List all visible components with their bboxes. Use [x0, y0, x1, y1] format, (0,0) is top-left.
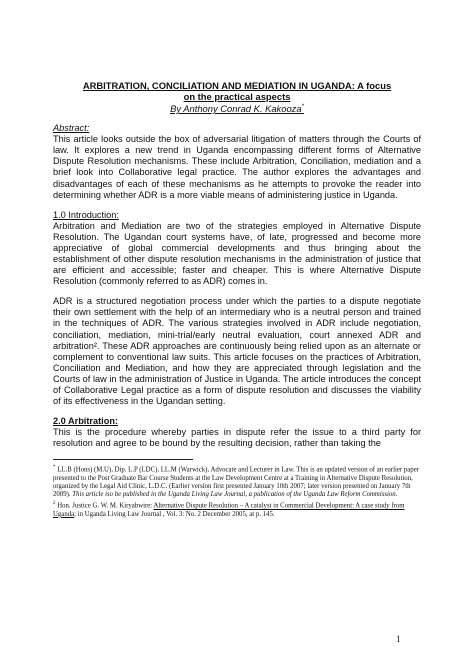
footnote-2-source: ; in Uganda Living Law Journal , Vol. 3: No. 2 December 2005, at p. 145. [74, 510, 275, 518]
abstract-heading: Abstract: [53, 123, 90, 134]
footnotes [53, 464, 421, 519]
page-number: 1 [396, 634, 401, 644]
footnote-2 [53, 500, 421, 519]
footnote-1 [53, 464, 421, 499]
footnote-2-marker: 2 [53, 501, 56, 507]
footnote-2-cited-title: Alternative Dispute Resolution – A catalyst in Commercial Development: A case study from Uganda [53, 502, 405, 518]
arbitration-section [53, 416, 421, 449]
author-byline [53, 102, 421, 114]
arbitration-heading: 2.0 Arbitration: [53, 416, 118, 427]
page-content [53, 80, 421, 520]
author-footnote-marker: * [301, 104, 304, 110]
introduction-heading: 1.0 Introduction: [53, 209, 119, 220]
abstract-section [53, 123, 421, 201]
adr-section [53, 296, 421, 407]
footnote-separator [53, 459, 193, 460]
introduction-text: Arbitration and Mediation are two of the strategies employed in Alternative Dispute Resolution. The Ugandan court systems have, of late, progressed and become more appreciative of global commercial developments and thus bringing about the establishment of other dispute resolution mechanisms in the administration of justice that are efficient and accessible; faster and cheaper. This is where Alternative Dispute Resolution (commonly referred to as ADR) comes in. [53, 220, 421, 287]
adr-paragraph: ADR is a structured negotiation process under which the parties to a dispute negotiate their own settlement with the help of an intermediary who is a neutral person and trained in the techniques of ADR. The various strategies involved in ADR include negotiation, conciliation, mediation, mini-trial/early neutral evaluation, court annexed ADR and arbitration². These ADR approaches are continuously being relied upon as an alternate or complement to conventional law suits. This article focuses on the practices of Arbitration, Conciliation and Mediation, and how they are appreciated through legislation and the Courts of law in the administration of Justice in Uganda. The article introduces the concept of Collaborative Legal practice as a form of dispute resolution and discusses the viability of its effectiveness in the Ugandan setting. [53, 296, 421, 407]
arbitration-text: This is the procedure whereby parties in dispute refer the issue to a third party for resolution and agree to be bound by the resulting decision, rather than taking the [53, 427, 421, 449]
footnote-1-text: LL.B (Hons) (M.U), Dip. L.P (LDC), LL.M (Warwick), Advocate and Lecturer in Law. This is an updated version of an earlier paper presented to the Post Graduate Bar Course Students at the Law Development Centre at a Training in Alternative Dispute Resolution, organized by the Legal Aid Clinic, L.D.C. (Earlier version first presented January 10th 2007; later version presented on January 7th 2009). [53, 466, 419, 499]
article-title-line-2: on the practical aspects [183, 91, 291, 102]
footnote-1-italic-note: This article iso be published in the Uganda Living Law Journal, a publication of the Uganda Law Reform Commission. [72, 491, 398, 499]
article-title-line-1: ARBITRATION, CONCILIATION AND MEDIATION IN UGANDA: A focus [82, 80, 392, 91]
introduction-section [53, 210, 421, 288]
author-name: By Anthony Conrad K. Kakooza [170, 103, 302, 115]
footnote-1-marker: * [53, 465, 56, 471]
footnote-2-author: Hon. Justice G. W. M. Kiryabwire: [57, 502, 153, 510]
abstract-text: This article looks outside the box of adversarial litigation of matters through the Courts of law. It explores a new trend in Uganda encompassing different forms of Alternative Dispute Resolution mechanisms. These include Arbitration, Conciliation, mediation and a brief look into Collaborative legal practice. The author explores the advantages and disadvantages of each of these mechanisms as he attempts to provoke the reader into determining whether ADR is a more viable means of administering justice in Uganda. [53, 134, 421, 200]
